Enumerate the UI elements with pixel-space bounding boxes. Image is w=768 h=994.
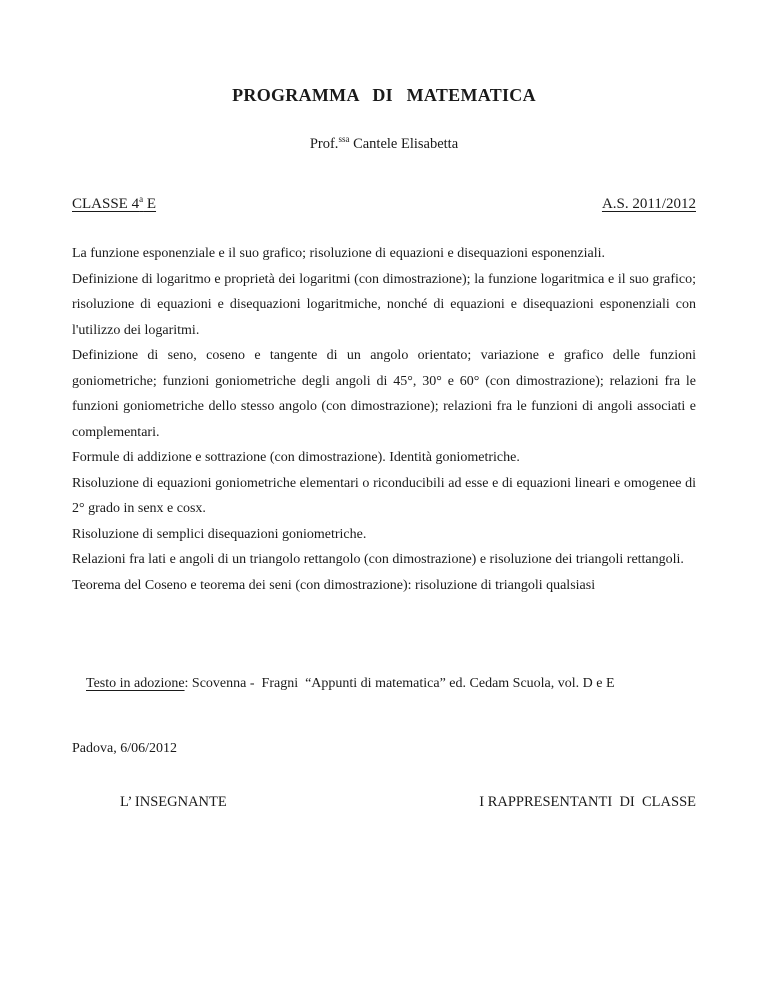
adoption-label: Testo in adozione: [86, 676, 185, 691]
place-date: Padova, 6/06/2012: [72, 741, 177, 756]
class-year-row: [72, 196, 696, 213]
professor-line: [0, 136, 768, 153]
teacher-signature-label: L’ INSEGNANTE: [120, 794, 227, 810]
body-paragraph: Formule di addizione e sottrazione (con dimostrazione). Identità goniometriche.: [72, 450, 520, 465]
class-superscript: a: [139, 194, 144, 204]
body-paragraph: Relazioni fra lati e angoli di un triangolo rettangolo (con dimostrazione) e risoluzione dei triangoli rettangoli.: [72, 552, 684, 567]
representatives-signature-label: I RAPPRESENTANTI DI CLASSE: [479, 794, 696, 810]
body-paragraph: Risoluzione di semplici disequazioni goniometriche.: [72, 526, 367, 542]
body-paragraph: Risoluzione di equazioni goniometriche elementari o riconducibili ad esse e di equazioni lineari e omogenee di 2° grado in senx e cosx.: [72, 475, 696, 516]
body-paragraph: La funzione esponenziale e il suo grafico; risoluzione di equazioni e disequazioni esponenziali.: [72, 246, 605, 261]
body-paragraph: Definizione di seno, coseno e tangente di un angolo orientato; variazione e grafico delle funzioni goniometriche; funzioni goniometriche degli angoli di 45°, 30° e 60° (con dimostrazione); relazioni fra le funzioni goniometriche dello stesso angolo (con dimostrazione); relazioni fra le funzioni di angoli associati e complementari.: [72, 348, 696, 440]
class-label: [72, 196, 156, 213]
body-paragraph: Teorema del Coseno e teorema dei seni (con dimostrazione): risoluzione di triangoli qualsiasi: [72, 577, 596, 593]
school-year-label: A.S. 2011/2012: [601, 196, 696, 212]
class-prefix: CLASSE 4: [72, 196, 140, 212]
page-title: PROGRAMMA DI MATEMATICA: [232, 85, 536, 105]
professor-prefix: Prof.: [309, 136, 339, 152]
body-paragraph: Definizione di logaritmo e proprietà dei logaritmi (con dimostrazione); la funzione logaritmica e il suo grafico; risoluzione di equazioni e disequazioni logaritmiche, nonché di equazioni e disequazioni esponenziali con l'utilizzo dei logaritmi.: [72, 271, 696, 338]
professor-superscript: ssa: [338, 134, 350, 145]
adoption-line: [72, 660, 696, 708]
adoption-text: : Scovenna - Fragni “Appunti di matematica” ed. Cedam Scuola, vol. D e E: [184, 676, 615, 691]
professor-name: Cantele Elisabetta: [349, 136, 459, 152]
signature-row: [72, 794, 696, 811]
program-body: [72, 241, 696, 598]
class-suffix: E: [143, 196, 157, 212]
